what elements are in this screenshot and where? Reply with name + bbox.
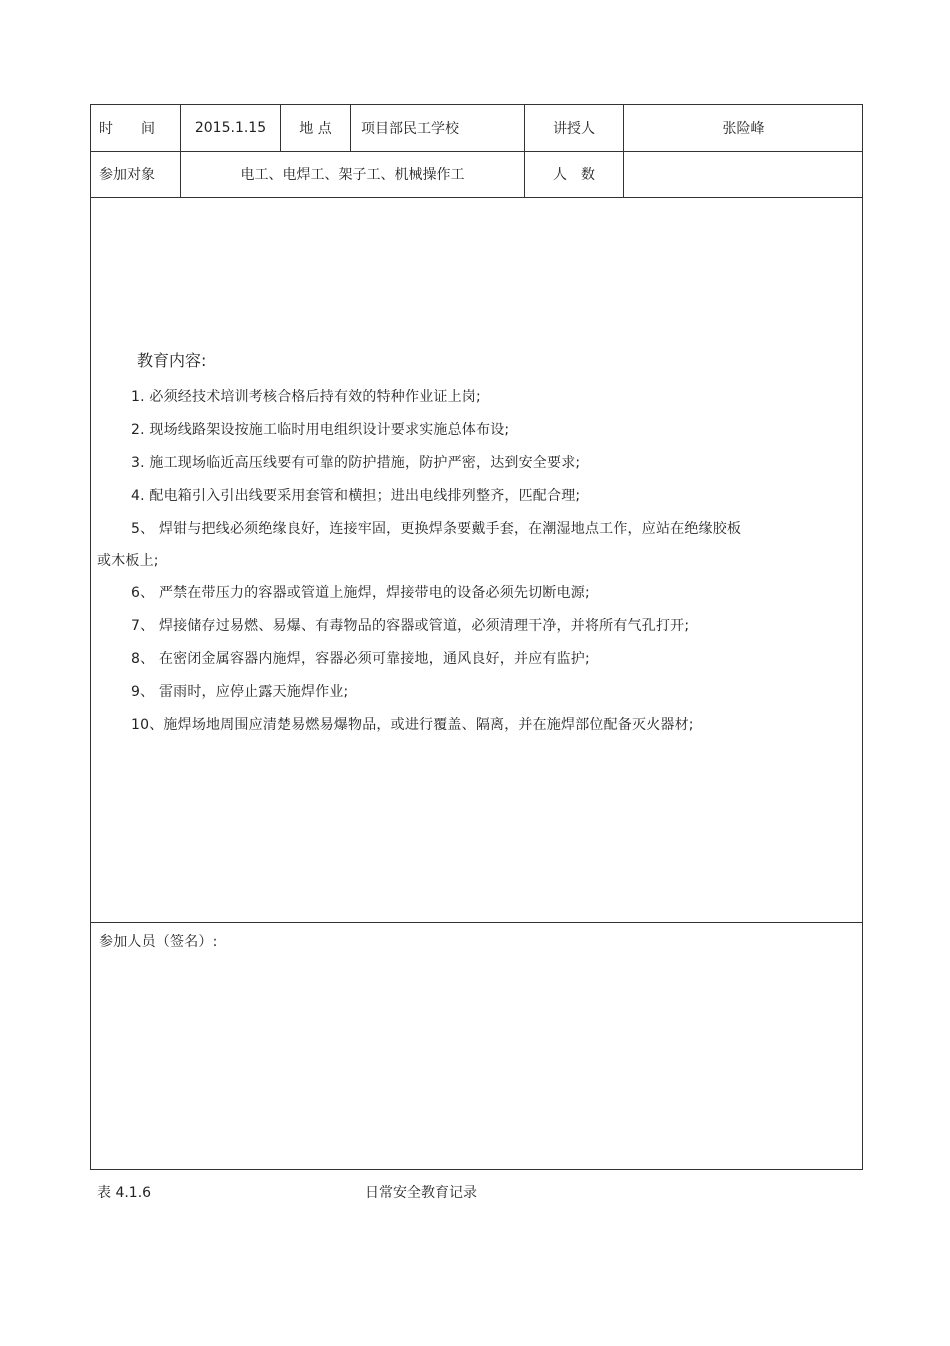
content-item: 1. 必须经技术培训考核合格后持有效的特种作业证上岗; bbox=[131, 389, 481, 405]
participants-label: 参加对象 bbox=[99, 167, 155, 183]
lecturer-label: 讲授人 bbox=[553, 120, 595, 137]
content-item: 7、 焊接储存过易燃、易爆、有毒物品的容器或管道，必须清理干净，并将所有气孔打开; bbox=[131, 618, 690, 634]
record-table bbox=[90, 104, 863, 1170]
signature-label: 参加人员（签名）: bbox=[99, 934, 218, 950]
content-heading: 教育内容: bbox=[137, 351, 207, 370]
content-item: 4. 配电箱引入引出线要采用套管和横担；进出电线排列整齐，匹配合理; bbox=[131, 488, 581, 504]
content-item-continuation: 或木板上; bbox=[97, 553, 159, 569]
document-title: 日常安全教育记录 bbox=[365, 1185, 477, 1201]
count-value bbox=[624, 151, 863, 197]
place-label: 地 点 bbox=[299, 120, 332, 137]
participants-value: 电工、电焊工、架子工、机械操作工 bbox=[240, 167, 465, 183]
time-label: 时 间 bbox=[99, 120, 155, 137]
lecturer-value: 张险峰 bbox=[722, 120, 765, 137]
count-label: 人 数 bbox=[553, 167, 595, 183]
content-item: 6、 严禁在带压力的容器或管道上施焊，焊接带电的设备必须先切断电源; bbox=[131, 585, 590, 601]
content-item: 8、 在密闭金属容器内施焊，容器必须可靠接地，通风良好，并应有监护; bbox=[131, 651, 590, 667]
content-item: 5、 焊钳与把线必须绝缘良好，连接牢固，更换焊条要戴手套，在潮湿地点工作，应站在绝缘胶板 bbox=[131, 521, 742, 537]
row-divider bbox=[90, 197, 863, 198]
time-value: 2015.1.15 bbox=[194, 119, 267, 136]
content-item: 10、施焊场地周围应清楚易燃易爆物品，或进行覆盖、隔离，并在施焊部位配备灭火器材; bbox=[131, 717, 694, 733]
column-divider bbox=[350, 104, 351, 151]
place-value: 项目部民工学校 bbox=[361, 120, 459, 137]
content-item: 3. 施工现场临近高压线要有可靠的防护措施，防护严密，达到安全要求; bbox=[131, 455, 581, 471]
row-divider bbox=[90, 922, 863, 923]
table-number: 表 4.1.6 bbox=[97, 1185, 152, 1201]
content-item: 2. 现场线路架设按施工临时用电组织设计要求实施总体布设; bbox=[131, 422, 510, 438]
content-item: 9、 雷雨时，应停止露天施焊作业; bbox=[131, 684, 349, 700]
